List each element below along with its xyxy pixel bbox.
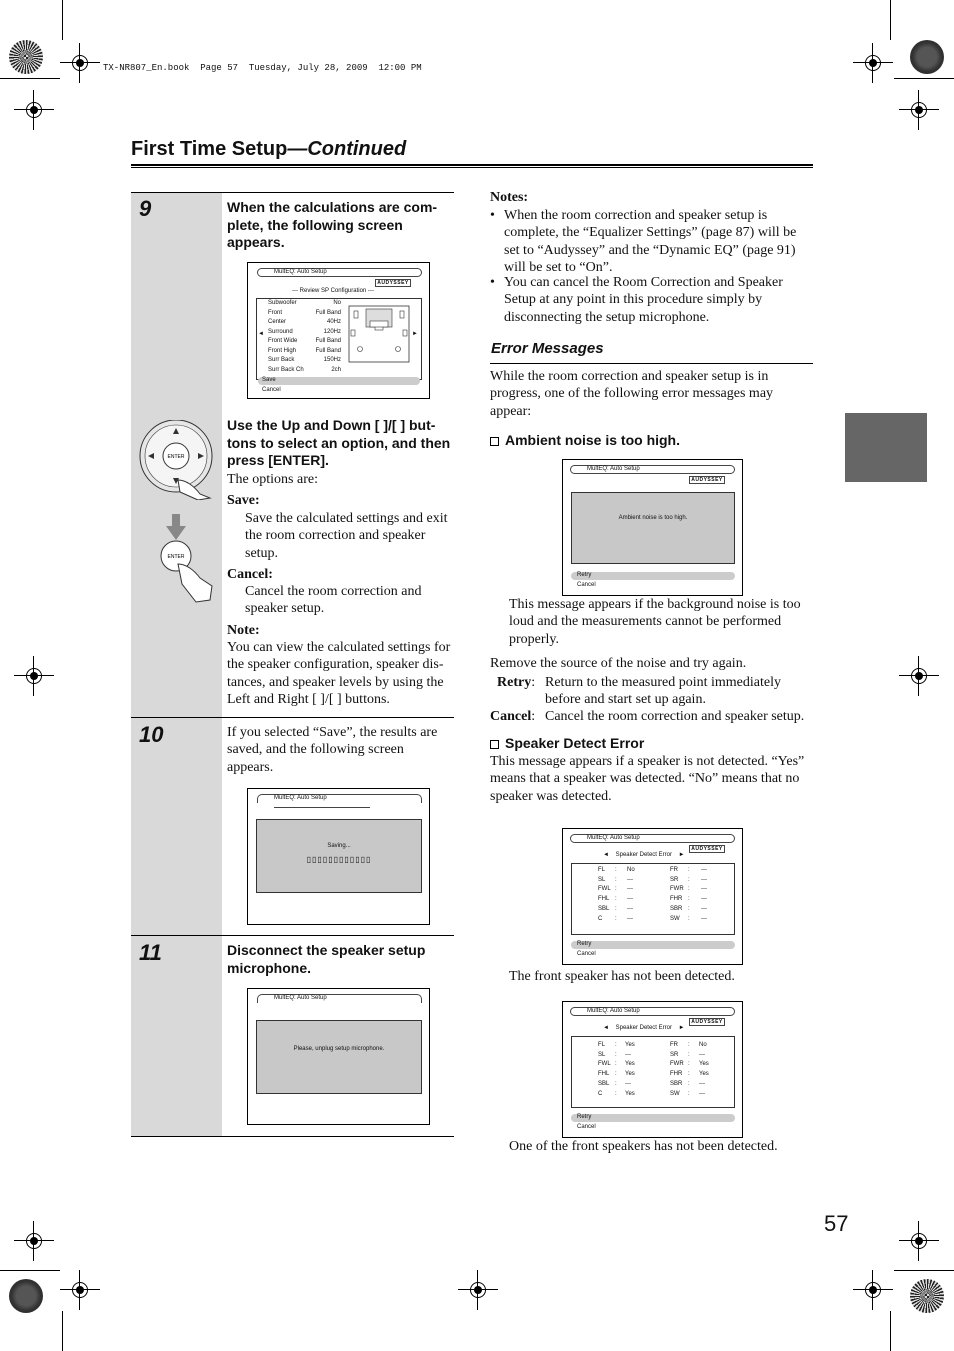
cancel-option[interactable]: Cancel bbox=[262, 387, 281, 393]
svg-text:ENTER: ENTER bbox=[167, 454, 185, 460]
config-values: No Full Band 40Hz 120Hz Full Band Full Band 150Hz 2ch bbox=[315, 300, 341, 373]
enter-button-icon bbox=[160, 540, 220, 606]
file-header: TX-NR807_En.book Page 57 Tuesday, July 28, 2009 12:00 PM bbox=[103, 63, 422, 73]
ambient-description: This message appears if the background noise is too loud and the measurements cannot be performed properly. bbox=[509, 597, 801, 647]
save-option[interactable]: Save bbox=[262, 377, 276, 383]
remote-cursor-pad-icon bbox=[138, 420, 216, 500]
section-thumb-tab bbox=[845, 413, 927, 482]
cancel-heading: Cancel: bbox=[227, 567, 273, 582]
cancel-label: Cancel: bbox=[490, 709, 536, 724]
page-title-continued: —Continued bbox=[287, 138, 407, 160]
review-sp-config-screen bbox=[247, 262, 430, 399]
crosshair-mark bbox=[14, 656, 54, 696]
retry-option[interactable]: Retry bbox=[577, 941, 592, 947]
step-9-intro: When the calculations are com-plete, the following screen appears. bbox=[227, 199, 438, 250]
crosshair-mark bbox=[853, 43, 893, 83]
registration-wheel-top-left bbox=[9, 40, 43, 74]
retry-label: Retry: bbox=[497, 675, 536, 690]
config-labels: Subwoofer Front Center Surround Front Wide Front High Surr Back Surr Back Ch bbox=[268, 300, 304, 373]
checkbox-bullet-icon bbox=[490, 437, 499, 446]
left-speaker-status: Yes --- Yes Yes --- Yes bbox=[625, 1042, 635, 1097]
right-speaker-labels: FR SR FWR FHR SBR SW bbox=[670, 867, 684, 922]
crosshair-mark bbox=[60, 1270, 100, 1310]
screen-title: MultEQ: Auto Setup bbox=[570, 834, 735, 843]
right-speaker-status: No --- Yes Yes --- --- bbox=[699, 1042, 709, 1097]
error-messages-heading: Error Messages bbox=[491, 340, 604, 357]
note-bullet: • bbox=[490, 275, 495, 290]
cancel-option[interactable]: Cancel bbox=[577, 1124, 596, 1130]
left-speaker-status: No --- --- --- --- --- bbox=[627, 867, 635, 922]
step-9-number: 9 bbox=[139, 196, 152, 221]
left-speaker-labels: FL SL FWL FHL SBL C bbox=[598, 867, 611, 922]
page-number: 57 bbox=[824, 1211, 849, 1236]
cancel-description: Cancel the room correction and speaker setup. bbox=[245, 584, 422, 617]
crosshair-mark bbox=[899, 1221, 939, 1261]
step-10-text: If you selected “Save”, the results are saved, and the following screen appears. bbox=[227, 725, 438, 775]
crosshair-mark bbox=[458, 1270, 498, 1310]
ambient-message: Ambient noise is too high. bbox=[618, 515, 688, 521]
detect-subtitle: ◄ Speaker Detect Error ► bbox=[603, 1025, 685, 1031]
unplug-message: Please, unplug setup microphone. bbox=[293, 1046, 385, 1052]
saving-message-box bbox=[256, 819, 422, 893]
ambient-noise-heading: Ambient noise is too high. bbox=[490, 432, 680, 450]
svg-text:ENTER: ENTER bbox=[167, 554, 185, 560]
step-10-number: 10 bbox=[139, 722, 164, 747]
audyssey-logo: AUDYSSEY bbox=[375, 279, 411, 287]
retry-option[interactable]: Retry bbox=[577, 1114, 592, 1120]
error-intro: While the room correction and speaker setup is in progress, one of the following error messages may appear: bbox=[490, 369, 774, 419]
speaker-detect-screen-2: MultEQ: Auto Setup AUDYSSEY ◄ Speaker Detect Error ► FL SL FWL FHL SBL C : : : : : : Yes --- Yes Yes --- Yes FR SR FWR FHR SBR SW : : : : : : No --- Yes Yes --- --- Retry Cancel bbox=[562, 1001, 743, 1138]
unplug-message-box bbox=[256, 1020, 422, 1094]
notes-heading: Notes: bbox=[490, 190, 529, 205]
step-9-instruction: Use the Up and Down [ ]/[ ] but-tons to select an option, and then press [ENTER]. bbox=[227, 417, 451, 468]
retry-option-highlight[interactable] bbox=[571, 572, 735, 580]
crosshair-mark bbox=[899, 90, 939, 130]
registration-wheel-bottom-left bbox=[9, 1279, 43, 1313]
retry-option-highlight[interactable] bbox=[571, 941, 735, 949]
detect-subtitle: ◄ Speaker Detect Error ► bbox=[603, 852, 685, 858]
registration-wheel-bottom-right bbox=[910, 1279, 944, 1313]
screen-title: MultEQ: Auto Setup bbox=[257, 268, 422, 277]
cancel-option[interactable]: Cancel bbox=[577, 951, 596, 957]
progress-indicator: ▯▯▯▯▯▯▯▯▯▯▯▯ bbox=[306, 855, 372, 864]
save-heading: Save: bbox=[227, 493, 260, 508]
saving-screen bbox=[247, 788, 430, 925]
page-title bbox=[131, 138, 406, 161]
speaker-layout-icon bbox=[348, 305, 410, 363]
crosshair-mark bbox=[853, 1270, 893, 1310]
step-11-column bbox=[131, 936, 222, 1136]
screen-title: MultEQ: Auto Setup bbox=[570, 465, 735, 474]
right-speaker-status: --- --- --- --- --- --- bbox=[701, 867, 707, 922]
crosshair-mark bbox=[60, 43, 100, 83]
screen-title: MultEQ: Auto Setup bbox=[570, 1007, 735, 1016]
right-speaker-labels: FR SR FWR FHR SBR SW bbox=[670, 1042, 684, 1097]
note-item-1: When the room correction and speaker setup is complete, the “Equalizer Settings” (page 87) will be set to “Audyssey” and the “Dynamic EQ” (page 91) will be set to “On”. bbox=[504, 208, 797, 275]
screen-title: MultEQ: Auto Setup bbox=[257, 994, 422, 1003]
note-bullet: • bbox=[490, 208, 495, 223]
right-arrow-icon: ► bbox=[412, 331, 418, 337]
caption-1: The front speaker has not been detected. bbox=[509, 969, 735, 984]
retry-option-highlight[interactable] bbox=[571, 1114, 735, 1122]
checkbox-bullet-icon bbox=[490, 740, 499, 749]
page-title-main: First Time Setup bbox=[131, 138, 288, 160]
note-heading: Note: bbox=[227, 623, 260, 638]
unplug-mic-screen bbox=[247, 988, 430, 1125]
audyssey-logo: AUDYSSEY bbox=[689, 476, 725, 484]
registration-wheel-top-right bbox=[910, 40, 944, 74]
crosshair-mark bbox=[14, 1221, 54, 1261]
screen-title: MultEQ: Auto Setup bbox=[257, 794, 422, 803]
step-11-number: 11 bbox=[139, 940, 162, 965]
crosshair-mark bbox=[14, 90, 54, 130]
step-11-text: Disconnect the speaker setup microphone. bbox=[227, 942, 426, 976]
left-arrow-icon: ◄ bbox=[258, 331, 264, 337]
note-text: You can view the calculated settings for the speaker configuration, speaker dis-tances, and speaker levels by using the Left and Right [ ]/[ ] buttons. bbox=[227, 640, 451, 707]
ambient-message-box bbox=[571, 492, 735, 564]
speaker-detect-description: This message appears if a speaker is not detected. “Yes” means that a speaker was detected. “No” means that no speaker was detected. bbox=[490, 754, 805, 804]
save-description: Save the calculated settings and exit the room correction and speaker setup. bbox=[245, 511, 448, 561]
step-10-column bbox=[131, 718, 222, 935]
speaker-detect-screen-1: MultEQ: Auto Setup AUDYSSEY ◄ Speaker Detect Error ► FL SL FWL FHL SBL C : : : : : : No --- --- --- --- --- FR SR FWR FHR SBR SW : : : : : : --- --- --- --- --- --- Retry Cancel bbox=[562, 828, 743, 965]
caption-2: One of the front speakers has not been detected. bbox=[509, 1139, 778, 1154]
cancel-description: Cancel the room correction and speaker setup. bbox=[545, 709, 805, 724]
retry-description: Return to the measured point immediately before and start set up again. bbox=[545, 675, 781, 708]
audyssey-logo: AUDYSSEY bbox=[689, 845, 725, 853]
screen-subtitle: --- Review SP Configuration --- bbox=[292, 288, 374, 294]
down-arrow-icon bbox=[166, 514, 186, 540]
remove-noise: Remove the source of the noise and try again. bbox=[490, 656, 747, 671]
speaker-detect-heading: Speaker Detect Error bbox=[490, 735, 644, 753]
note-item-2: You can cancel the Room Correction and Speaker Setup at any point in this procedure simply by disconnecting the setup microphone. bbox=[504, 275, 783, 325]
left-speaker-labels: FL SL FWL FHL SBL C bbox=[598, 1042, 611, 1097]
ambient-noise-screen bbox=[562, 459, 743, 596]
retry-option[interactable]: Retry bbox=[577, 572, 592, 578]
audyssey-logo: AUDYSSEY bbox=[689, 1018, 725, 1026]
options-are: The options are: bbox=[227, 472, 318, 487]
cancel-option[interactable]: Cancel bbox=[577, 582, 596, 588]
saving-text: Saving... bbox=[327, 843, 351, 849]
crosshair-mark bbox=[899, 656, 939, 696]
save-option-highlight[interactable] bbox=[258, 377, 420, 385]
